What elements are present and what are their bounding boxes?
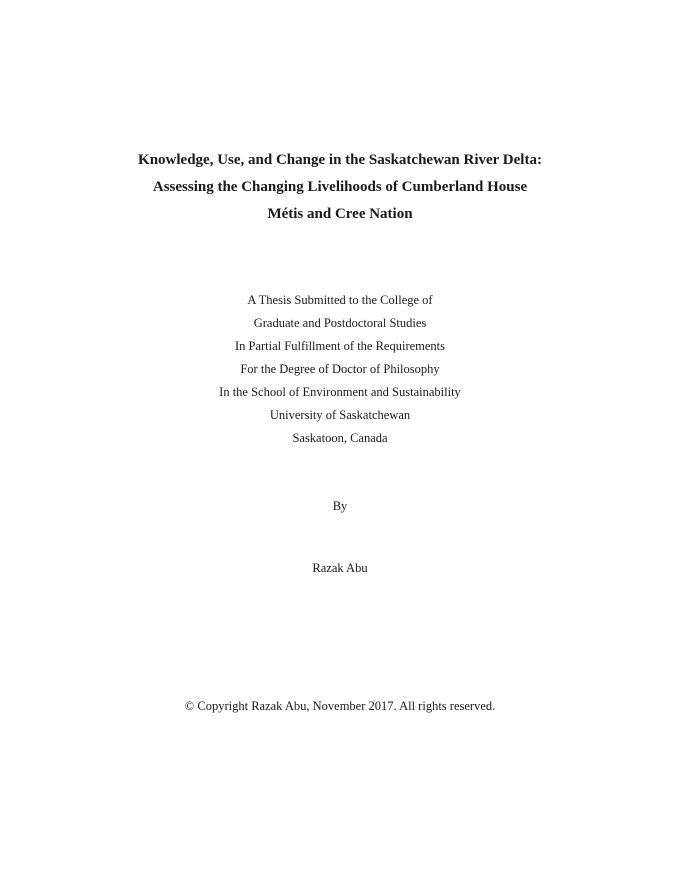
thesis-title — [0, 147, 680, 228]
title-line-2: Assessing the Changing Livelihoods of Cumberland House — [152, 179, 528, 195]
submission-line-1: A Thesis Submitted to the College of — [247, 293, 433, 307]
byline: By — [332, 499, 348, 513]
submission-line-2: Graduate and Postdoctoral Studies — [253, 316, 427, 330]
title-line-1: Knowledge, Use, and Change in the Saskatchewan River Delta: — [138, 152, 542, 168]
author-name: Razak Abu — [312, 561, 368, 575]
submission-line-6: University of Saskatchewan — [269, 408, 411, 422]
submission-line-7: Saskatoon, Canada — [292, 431, 388, 445]
copyright-notice: © Copyright Razak Abu, November 2017. All rights reserved. — [184, 699, 496, 713]
title-line-3: Métis and Cree Nation — [267, 206, 413, 222]
submission-line-3: In Partial Fulfillment of the Requirements — [234, 339, 446, 353]
submission-statement — [0, 289, 680, 450]
submission-line-4: For the Degree of Doctor of Philosophy — [240, 362, 440, 376]
submission-line-5: In the School of Environment and Sustainability — [219, 385, 461, 399]
